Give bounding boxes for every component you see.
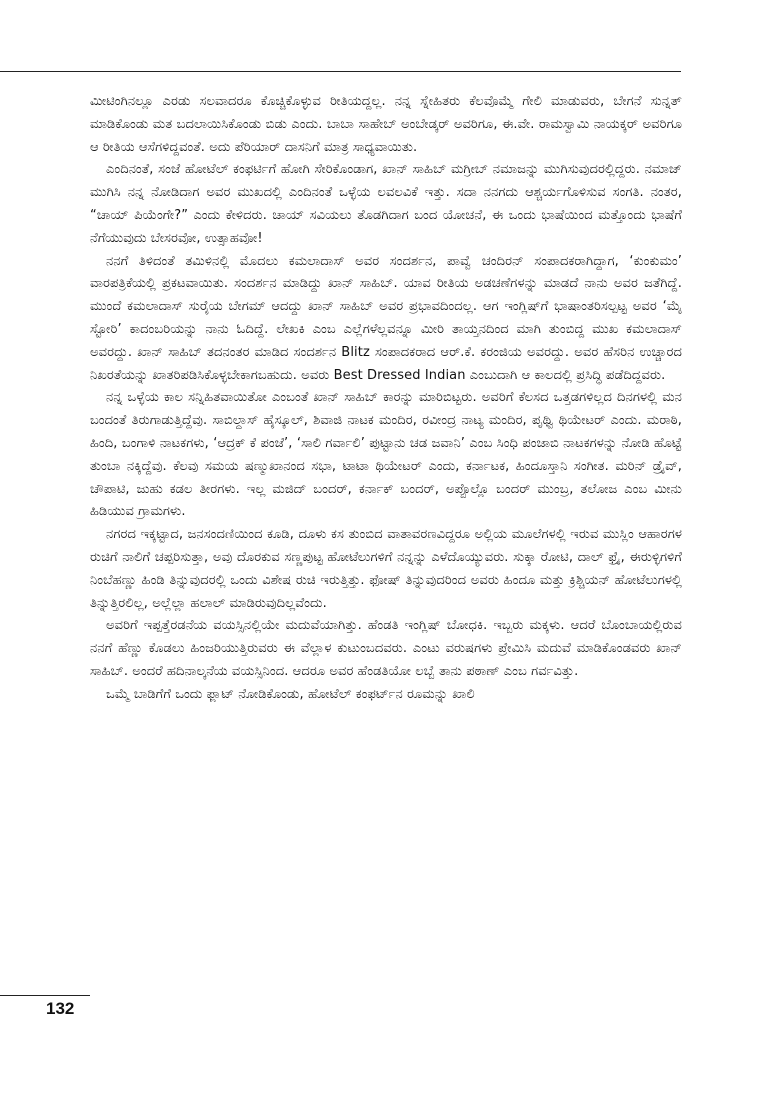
paragraph-6: ಅವರಿಗೆ ಇಪ್ಪತ್ತೆರಡನೆಯ ವಯಸ್ಸಿನಲ್ಲಿಯೇ ಮದುವೆಯಾಗಿತ್ತು. ಹೆಂಡತಿ ಇಂಗ್ಲಿಷ್ ಬೋಧಕಿ. ಇಬ್ಬರು ಮಕ್ಕಳು. ಆದರೆ ಬೊಂಬಾಯಲ್ಲಿರುವ ನನಗೆ ಹೆಣ್ಣು ಕೊಡಲು ಹಿಂಜರಿಯುತ್ತಿರುವರು ಈ ವೆಲ್ಲಾಳ ಕುಟುಂಬದವರು. ಎಂಟು ವರುಷಗಳು ಪ್ರೇಮಿಸಿ ಮದುವೆ ಮಾಡಿಕೊಂಡವರು ಖಾನ್ ಸಾಹಿಬ್. ಅಂದರೆ ಹದಿನಾಲ್ಕನೆಯ ವಯಸ್ಸಿನಿಂದ. ಆದರೂ ಅವರ ಹೆಂಡತಿಯೋ ಲಬ್ಬೆ ತಾನು ಪಠಾಣ್ ಎಂಬ ಗರ್ವವಿತ್ತು. (90, 618, 682, 679)
footer-rule (0, 995, 90, 996)
paragraph-2: ಎಂದಿನಂತೆ, ಸಂಜೆ ಹೋಟೆಲ್ ಕಂಫರ್ಟಿಗೆ ಹೋಗಿ ಸೇರಿಕೊಂಡಾಗ, ಖಾನ್ ಸಾಹಿಬ್ ಮಗ್ರೀಬ್ ನಮಾಜನ್ನು ಮುಗಿಸುವುದರಲ್ಲಿದ್ದರು. ನಮಾಜ್ ಮುಗಿಸಿ ನನ್ನ ನೋಡಿದಾಗ ಅವರ ಮುಖದಲ್ಲಿ ಎಂದಿನಂತೆ ಒಳ್ಳೆಯ ಲವಲವಿಕೆ ಇತ್ತು. ಸದಾ ನನಗದು ಆಶ್ಚರ್ಯಗೊಳಿಸುವ ಸಂಗತಿ. ನಂತರ, “ಚಾಯ್ ಪಿಯೆಂಗೇ?” ಎಂದು ಕೇಳಿದರು. ಚಾಯ್ ಸವಿಯಲು ತೊಡಗಿದಾಗ ಬಂದ ಯೋಚನೆ, ಈ ಒಂದು ಭಾಷೆಯಿಂದ ಮತ್ತೊಂದು ಭಾಷೆಗೆ ನೆಗೆಯುವುದು ಬೇಸರವೋ, ಉತ್ಸಾಹವೋ! (90, 162, 682, 246)
body-text (90, 91, 682, 707)
paragraph-4: ನನ್ನ ಒಳ್ಳೆಯ ಕಾಲ ಸನ್ನಿಹಿತವಾಯಿತೋ ಎಂಬಂತೆ ಖಾನ್ ಸಾಹಿಬ್ ಕಾರನ್ನು ಮಾರಿಬಿಟ್ಟರು. ಅವರಿಗೆ ಕೆಲಸದ ಒತ್ತಡಗಳಿಲ್ಲದ ದಿನಗಳಲ್ಲಿ ಮನ ಬಂದಂತೆ ತಿರುಗಾಡುತ್ತಿದ್ದೆವು. ಸಾಬಿಲ್ದಾಸ್ ಹೈಸ್ಕೂಲ್, ಶಿವಾಜಿ ನಾಟಕ ಮಂದಿರ, ರವೀಂದ್ರ ನಾಟ್ಯ ಮಂದಿರ, ಪೃಥ್ವಿ ಥಿಯೇಟರ್ ಎಂದು. ಮರಾಠಿ, ಹಿಂದಿ, ಬಂಗಾಳಿ ನಾಟಕಗಳು, ‘ಆದ್ರಕ್ ಕೆ ಪಂಜೆ’, ‘ಸಾಲಿ ಗರ್ವಾಲಿ’ ಪುಟ್ಟಾನು ಚಡ ಜವಾನಿ’ ಎಂಬ ಸಿಂಧಿ ಪಂಜಾಬಿ ನಾಟಕಗಳನ್ನು ನೋಡಿ ಹೊಟ್ಟೆ ತುಂಬಾ ನಕ್ಕಿದ್ದೆವು. ಕೆಲವು ಸಮಯ ಷಣ್ಮುಖಾನಂದ ಸಭಾ, ಟಾಟಾ ಥಿಯೇಟರ್ ಎಂದು, ಕರ್ನಾಟಕ, ಹಿಂದೂಸ್ತಾನಿ ಸಂಗೀತ. ಮರಿನ್ ಡ್ರೈವ್, ಚೌಪಾಟಿ, ಜುಹು ಕಡಲ ತೀರಗಳು. ಇಲ್ಲ ಮಜಿದ್ ಬಂದರ್, ಕರ್ನಾಕ್ ಬಂದರ್, ಅಪ್ಪೊಲ್ಲೊ ಬಂದರ್ ಮುಂಬ್ರ, ತಲೋಜ ಎಂಬ ಮೀನು ಹಿಡಿಯುವ ಗ್ರಾಮಗಳು. (90, 390, 682, 520)
paragraph-1: ಮೀಟಿಂಗಿನಲ್ಲೂ ಎರಡು ಸಲವಾದರೂ ಕೊಚ್ಚಿಕೊಳ್ಳುವ ರೀತಿಯದ್ದಲ್ಲ. ನನ್ನ ಸ್ನೇಹಿತರು ಕೆಲವೊಮ್ಮೆ ಗೇಲಿ ಮಾಡುವರು, ಬೇಗನೆ ಸುನ್ನತ್ ಮಾಡಿಕೊಂಡು ಮತ ಬದಲಾಯಿಸಿಕೊಂಡು ಬಿಡು ಎಂದು. ಬಾಬಾ ಸಾಹೇಬ್ ಅಂಬೇಡ್ಕರ್ ಅವರಿಗೂ, ಈ.ವೇ. ರಾಮಸ್ವಾಮಿ ನಾಯಕ್ಕರ್ ಅವರಿಗೂ ಆ ರೀತಿಯ ಆಸೆಗಳಿದ್ದವಂತೆ. ಅದು ಪೆರಿಯಾರ್ ದಾಸನಿಗೆ ಮಾತ್ರ ಸಾಧ್ಯವಾಯಿತು. (90, 94, 682, 155)
page-number: 132 (46, 999, 75, 1018)
paragraph-3: ನನಗೆ ತಿಳಿದಂತೆ ತಮಿಳಿನಲ್ಲಿ ಮೊದಲು ಕಮಲಾದಾಸ್ ಅವರ ಸಂದರ್ಶನ, ಪಾವ್ವೆ ಚಂದಿರನ್ ಸಂಪಾದಕರಾಗಿದ್ದಾಗ, ‘ಕುಂಕುಮಂ’ ವಾರಪತ್ರಿಕೆಯಲ್ಲಿ ಪ್ರಕಟವಾಯಿತು. ಸಂದರ್ಶನ ಮಾಡಿದ್ದು ಖಾನ್ ಸಾಹಿಬ್. ಯಾವ ರೀತಿಯ ಅಡಚಣೆಗಳನ್ನು ಮಾಡದೆ ನಾನು ಅವರ ಜತೆಗಿದ್ದೆ. ಮುಂದೆ ಕಮಲಾದಾಸ್ ಸುರೈಯ ಬೇಗಮ್ ಆದದ್ದು ಖಾನ್ ಸಾಹಿಬ್ ಅವರ ಪ್ರಭಾವದಿಂದಲ್ಲ. ಆಗ ಇಂಗ್ಲಿಷ್‌ಗೆ ಭಾಷಾಂತರಿಸಲ್ಪಟ್ಟ ಅವರ ‘ಮೈ ಸ್ಟೋರಿ’ ಕಾದಂಬರಿಯನ್ನು ನಾನು ಓದಿದ್ದೆ. ಲೇಖಕಿ ಎಂಬ ಎಲ್ಲೆಗಳೆಲ್ಲವನ್ನೂ ಮೀರಿ ತಾಯ್ತನದಿಂದ ಮಾಗಿ ತುಂಬಿದ್ದ ಮುಖ ಕಮಲಾದಾಸ್ ಅವರದ್ದು. ಖಾನ್ ಸಾಹಿಬ್ ತದನಂತರ ಮಾಡಿದ ಸಂದರ್ಶನ Blitz ಸಂಪಾದಕರಾದ ಆರ್.ಕೆ. ಕರಂಜಿಯ ಅವರದ್ದು. ಅವರ ಹೆಸರಿನ ಉಚ್ಚಾರದ ನಿಖರತೆಯನ್ನು ಖಾತರಿಪಡಿಸಿಕೊಳ್ಳಬೇಕಾಗಬಹುದು. ಅವರು Best Dressed Indian ಎಂಬುದಾಗಿ ಆ ಕಾಲದಲ್ಲಿ ಪ್ರಸಿದ್ಧಿ ಪಡೆದಿದ್ದವರು. (90, 253, 682, 383)
paragraph-5: ನಗರದ ಇಕ್ಕಟ್ಟಾದ, ಜನಸಂದಣಿಯಿಂದ ಕೂಡಿ, ದೂಳು ಕಸ ತುಂಬಿದ ವಾತಾವರಣವಿದ್ದರೂ ಅಲ್ಲಿಯ ಮೂಲೆಗಳಲ್ಲಿ ಇರುವ ಮುಸ್ಲಿಂ ಆಹಾರಗಳ ರುಚಿಗೆ ನಾಲಿಗೆ ಚಪ್ಪರಿಸುತ್ತಾ, ಅವು ದೊರಕುವ ಸಣ್ಣಪುಟ್ಟ ಹೋಟೆಲುಗಳಿಗೆ ನನ್ನನ್ನು ಎಳೆದೊಯ್ಯುವರು. ಸುಕ್ಕಾ ರೋಟಿ, ದಾಲ್ ಫ್ರೈ, ಈರುಳ್ಳಿಗಳಿಗೆ ನಿಂಬೆಹಣ್ಣು ಹಿಂಡಿ ತಿನ್ನುವುದರಲ್ಲಿ ಒಂದು ವಿಶೇಷ ರುಚಿ ಇರುತ್ತಿತ್ತು. ಫೋಷ್ ತಿನ್ನುವುದರಿಂದ ಅವರು ಹಿಂದೂ ಮತ್ತು ಕ್ರಿಶ್ಚಿಯನ್ ಹೋಟೆಲುಗಳಲ್ಲಿ ತಿನ್ನುತ್ತಿರಲಿಲ್ಲ, ಅಲ್ಲೆಲ್ಲಾ ಹಲಾಲ್ ಮಾಡಿರುವುದಿಲ್ಲವೆಂದು. (90, 527, 682, 611)
header-rule (0, 71, 681, 72)
paragraph-7: ಒಮ್ಮೆ ಬಾಡಿಗೆಗೆ ಒಂದು ಫ್ಲಾಟ್ ನೋಡಿಕೊಂಡು, ಹೋಟೆಲ್ ಕಂಫರ್ಟ್‌ನ ರೂಮನ್ನು ಖಾಲಿ (106, 686, 475, 702)
